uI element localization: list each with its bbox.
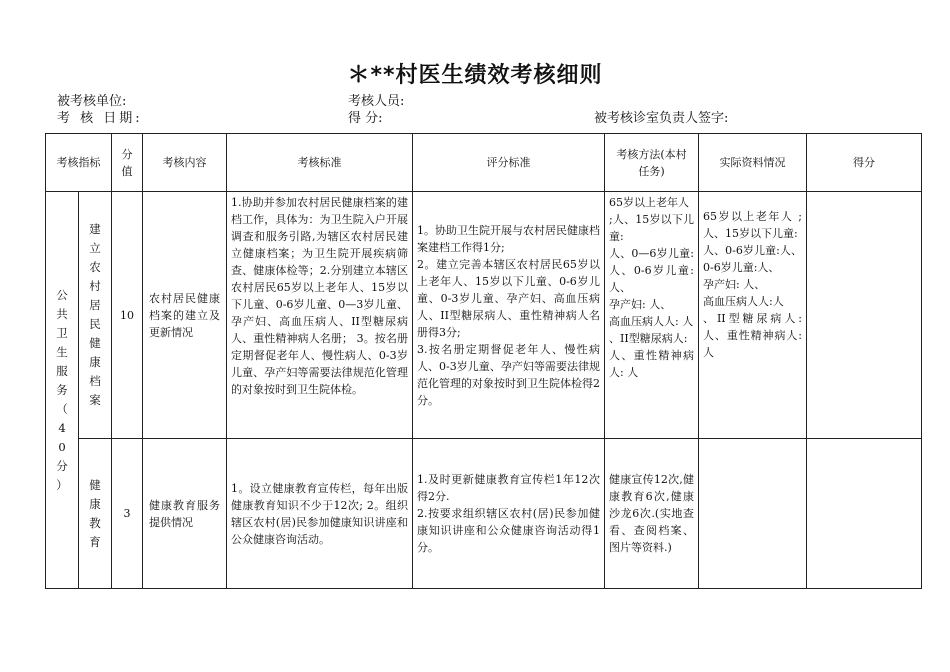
unit-label: 被考核单位: — [57, 94, 127, 109]
points-cell: 3 — [112, 439, 143, 589]
points-cell: 10 — [112, 192, 143, 439]
scoring-cell: 1.及时更新健康教育宣传栏1年12次得2分. 2.按要求组织辖区农村(居)民参加健康知识讲座和公众健康咨询活动得1分。 — [413, 439, 605, 589]
score-cell[interactable] — [807, 439, 922, 589]
method-cell: 健康宣传12次,健康教育6次,健康沙龙6次.(实地查看、查阅档案、图片等资料.) — [605, 439, 699, 589]
sub-indicator-cell — [79, 439, 112, 589]
actual-cell[interactable] — [699, 439, 807, 589]
table-header-row — [46, 134, 922, 192]
scoring-cell: 1。协助卫生院开展与农村居民健康档案建档工作得1分; 2。建立完善本辖区农村居民65岁以上老年人、15岁以下儿童、0-6岁儿童、0-3岁儿童、孕产妇、高血压病人、II型糖尿病人、重性精神病人名册得3分; 3.按名册定期督促老年人、慢性病人、0-3岁儿童、孕产妇等需要法律规范化管理的对象按时到卫生院体检得2分。 — [413, 192, 605, 439]
date-label: 考 核 日期: — [57, 111, 143, 126]
sub-indicator-label: 健 康 教 育 — [89, 477, 101, 549]
standard-cell: 1.协助并参加农村居民健康档案的建档工作，具体为：为卫生院入户开展调查和服务引路,为辖区农村居民建立健康档案；为卫生院开展疾病筛查、健康体检等；2.分别建立本辖区农村居民65岁以上老年人、15岁以下儿童、0-6岁儿童、0—3岁儿童、孕产妇、高血压病人、II型糖尿病人、重性精神病人名册； 3。按名册定期督促老年人、慢性病人、0-3岁儿童、孕产妇等需要法律规范化管理的对象按时到卫生院体检。 — [227, 192, 413, 439]
header-content: 考核内容 — [143, 134, 227, 192]
header-score: 得分 — [807, 134, 922, 192]
sub-indicator-label: 建 立 农 村 居 民 健 康 档 案 — [89, 222, 101, 407]
header-standard: 考核标准 — [227, 134, 413, 192]
assessment-table — [45, 133, 922, 589]
category-cell — [46, 192, 79, 589]
table-row — [46, 192, 922, 439]
actual-cell: 65岁以上老年人 ; 人、15岁以下儿童: 人、0-6岁儿童:人、0-6岁儿童:人、 孕产妇: 人、 高血压病人人:人 、II型糖尿病人:人、重性精神病人:人 — [699, 192, 807, 439]
sign-label: 被考核诊室负责人签字: — [594, 111, 729, 126]
table-row — [46, 439, 922, 589]
header-points: 分 值 — [112, 134, 143, 192]
content-cell: 健康教育服务提供情况 — [143, 439, 227, 589]
content-cell: 农村居民健康档案的建立及更新情况 — [143, 192, 227, 439]
method-cell: 65岁以上老年人 ;人、15岁以下儿童: 人、0—6岁儿童: 人、0-6岁儿童:人、 孕产妇: 人、 高血压病人人: 人 、II型糖尿病人: 人、重性精神病人: 人 — [605, 192, 699, 439]
score-label: 得 分: — [348, 111, 383, 126]
document-title: ＊**村医生绩效考核细则 — [347, 63, 603, 88]
header-indicator: 考核指标 — [46, 134, 112, 192]
person-label: 考核人员: — [348, 94, 405, 109]
header-actual: 实际资料情况 — [699, 134, 807, 192]
score-cell[interactable] — [807, 192, 922, 439]
sub-indicator-cell — [79, 192, 112, 439]
category-label: 公 共 卫 生 服 务 （ 4 0 分 ） — [56, 287, 68, 492]
header-method: 考核方法(本村 任务) — [605, 134, 699, 192]
standard-cell: 1。设立健康教育宣传栏，每年出版健康教育知识不少于12次; 2。组织辖区农村(居)民参加健康知识讲座和公众健康咨询活动。 — [227, 439, 413, 589]
header-scoring: 评分标准 — [413, 134, 605, 192]
